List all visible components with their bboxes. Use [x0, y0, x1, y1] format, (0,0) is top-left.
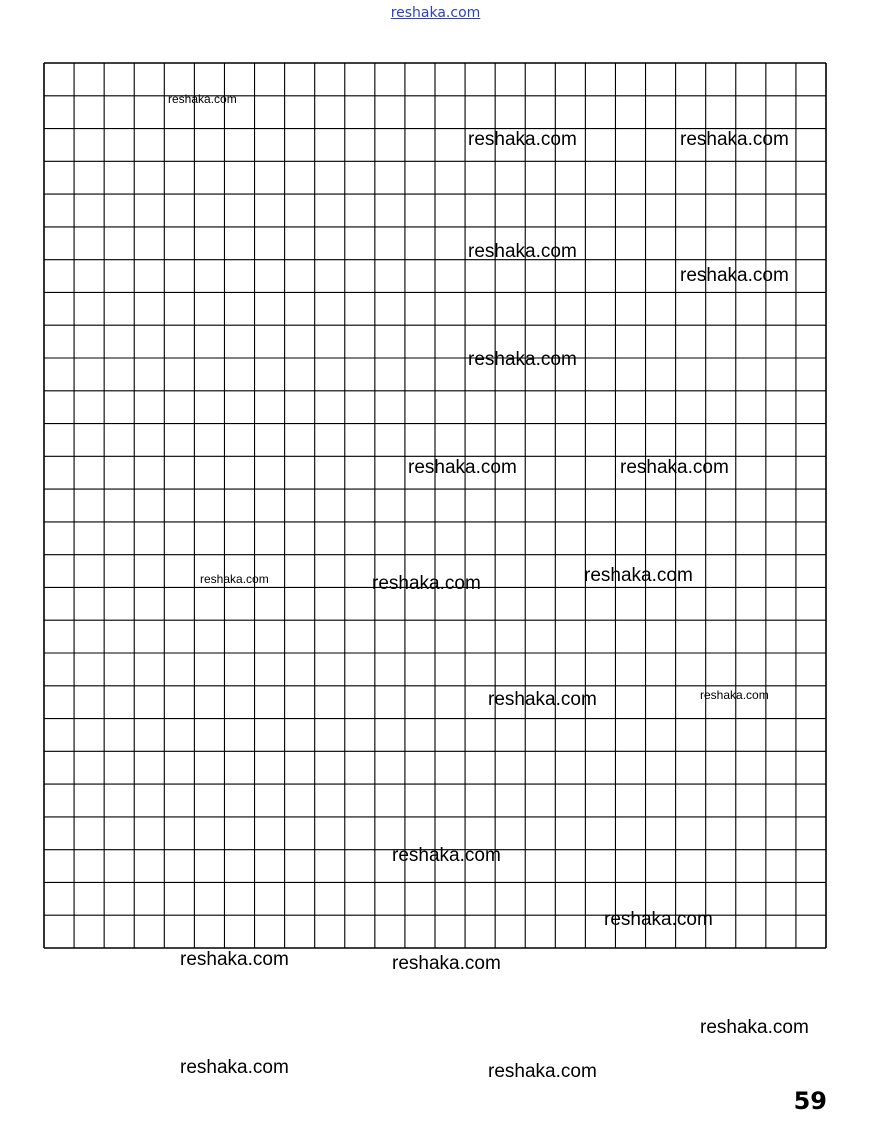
watermark-text: reshaka.com [604, 909, 713, 930]
watermark-text: reshaka.com [700, 688, 769, 702]
watermark-text: reshaka.com [168, 92, 237, 106]
watermark-text: reshaka.com [620, 457, 729, 478]
watermark-text: reshaka.com [680, 265, 789, 286]
watermark-text: reshaka.com [392, 953, 501, 974]
watermark-text: reshaka.com [488, 689, 597, 710]
watermark-text: reshaka.com [488, 1061, 597, 1082]
page-number: 59 [793, 1087, 827, 1115]
watermark-text: reshaka.com [180, 949, 289, 970]
watermark-text: reshaka.com [468, 241, 577, 262]
watermark-text: reshaka.com [584, 565, 693, 586]
watermark-text: reshaka.com [468, 349, 577, 370]
watermark-text: reshaka.com [392, 845, 501, 866]
watermark-text: reshaka.com [408, 457, 517, 478]
site-link[interactable]: reshaka.com [390, 5, 481, 21]
watermark-text: reshaka.com [680, 129, 789, 150]
watermark-text: reshaka.com [468, 129, 577, 150]
watermark-text: reshaka.com [180, 1057, 289, 1078]
watermark-text: reshaka.com [700, 1017, 809, 1038]
watermark-text: reshaka.com [372, 573, 481, 594]
watermark-text: reshaka.com [200, 572, 269, 586]
